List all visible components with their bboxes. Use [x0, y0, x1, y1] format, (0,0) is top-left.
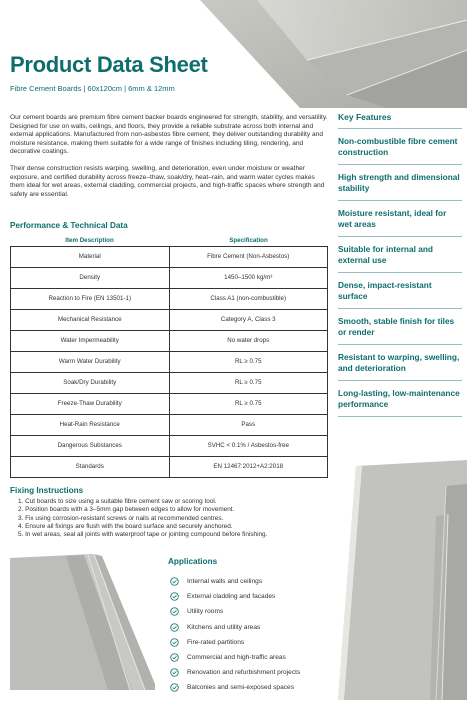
- table-header: [10, 234, 328, 246]
- table-row: [11, 394, 327, 415]
- cell-spec: RL ≥ 0.75: [234, 358, 262, 365]
- performance-table: [10, 234, 328, 478]
- key-feature-item: Resistant to warping, swelling, and deterioration: [338, 345, 462, 381]
- table-body: [10, 246, 328, 478]
- fixing-step: 5. In wet areas, seal all joints with waterproof tape or jointing compound before finishing.: [18, 531, 268, 539]
- key-feature-item: Dense, impact-resistant surface: [338, 273, 462, 309]
- cell-spec: EN 12467:2012+A2:2018: [213, 463, 284, 470]
- cell-spec: SVHC < 0.1% / Asbestos-free: [207, 442, 289, 449]
- cell-item: Heat-Rain Resistance: [11, 415, 170, 435]
- application-label: Kitchens and utility areas: [187, 623, 261, 631]
- key-features-title: Key Features: [338, 112, 462, 129]
- check-circle-icon: [170, 607, 179, 616]
- list-item: [170, 665, 335, 680]
- intro-text: [10, 114, 328, 207]
- key-feature-item: High strength and dimensional stability: [338, 165, 462, 201]
- application-label: External cladding and facades: [187, 593, 276, 601]
- cell-item: Density: [11, 268, 170, 288]
- cell-spec: Pass: [241, 421, 256, 428]
- intro-paragraph-2: Their dense construction resists warping, swelling, and deterioration, even under moisture or weather exposure, and certified durability across freeze–thaw, soak/dry, heat–rain, and warm water cycles makes them ideal for wet areas, external cladding, commercial projects, and high-traffic spaces where strength and safety are essential.: [10, 164, 325, 198]
- page-title: Product Data Sheet: [10, 52, 208, 77]
- cell-item: Dangerous Substances: [11, 436, 170, 456]
- cell-spec: RL ≥ 0.75: [234, 400, 262, 407]
- applications-title: Applications: [168, 557, 218, 566]
- key-feature-item: Suitable for internal and external use: [338, 237, 462, 273]
- application-label: Renovation and refurbishment projects: [187, 669, 301, 677]
- column-header-item: Item Description: [65, 236, 114, 244]
- application-label: Fire-rated partitions: [187, 638, 245, 646]
- key-features-panel: [338, 112, 462, 417]
- application-label: Utility rooms: [187, 608, 224, 616]
- table-row: [11, 352, 327, 373]
- fixing-step: 2. Position boards with a 3–5mm gap between edges to allow for movement.: [18, 506, 235, 514]
- intro-paragraph-1: Our cement boards are premium fibre cement backer boards engineered for strength, stability, and versatility. Designed for use on walls, ceilings, and floors, they provide a reliable substrate across both internal and external applications. Manufactured from non-asbestos fibre cement, they deliver outstanding durability and moisture resistance, making them suitable for a wide range of finishes including tiling, rendering, and decorative coatings.: [10, 114, 328, 156]
- list-item: [170, 604, 335, 619]
- cell-item: Freeze-Thaw Durability: [11, 394, 170, 414]
- page-subtitle: Fibre Cement Boards | 60x120cm | 6mm & 12mm: [10, 84, 175, 93]
- table-row: [11, 436, 327, 457]
- check-circle-icon: [170, 592, 179, 601]
- cell-spec: Category A, Class 3: [220, 316, 276, 323]
- table-row: [11, 373, 327, 394]
- table-row: [11, 457, 327, 477]
- fixing-step: 4. Ensure all fixings are flush with the board surface and securely anchored.: [18, 522, 233, 530]
- cell-spec: 1450–1500 kg/m³: [224, 274, 273, 281]
- key-feature-item: Non-combustible fibre cement construction: [338, 129, 462, 165]
- table-row: [11, 415, 327, 436]
- cell-spec: RL ≥ 0.75: [234, 379, 262, 386]
- check-circle-icon: [170, 683, 179, 692]
- cell-item: Mechanical Resistance: [11, 310, 170, 330]
- fixing-step: 1. Cut boards to size using a suitable fibre cement saw or scoring tool.: [18, 498, 217, 505]
- fixing-step: 3. Fix using corrosion-resistant screws or nails at recommended centres.: [18, 514, 224, 522]
- table-row: [11, 310, 327, 331]
- application-label: Internal walls and ceilings: [187, 578, 263, 586]
- board-stack-image-left: [10, 550, 155, 690]
- board-stack-image-right: [336, 456, 467, 700]
- list-item: [170, 589, 335, 604]
- cell-spec: No water drops: [227, 337, 270, 344]
- cell-spec: Class A1 (non-combustible): [210, 295, 287, 302]
- fixing-title: Fixing Instructions: [10, 486, 84, 495]
- table-row: [11, 268, 327, 289]
- table-row: [11, 331, 327, 352]
- fixing-steps: [18, 498, 338, 539]
- check-circle-icon: [170, 623, 179, 632]
- check-circle-icon: [170, 638, 179, 647]
- key-feature-item: Smooth, stable finish for tiles or render: [338, 309, 462, 345]
- column-header-spec: Specification: [229, 236, 268, 244]
- table-row: [11, 289, 327, 310]
- list-item: [170, 574, 335, 589]
- list-item: [170, 635, 335, 650]
- header: [0, 0, 467, 108]
- check-circle-icon: [170, 668, 179, 677]
- table-row: [11, 247, 327, 268]
- cell-item: Reaction to Fire (EN 13501-1): [11, 289, 170, 309]
- performance-title: Performance & Technical Data: [10, 221, 128, 230]
- key-feature-item: Moisture resistant, ideal for wet areas: [338, 201, 462, 237]
- cell-item: Soak/Dry Durability: [11, 373, 170, 393]
- application-label: Balconies and semi-exposed spaces: [187, 684, 295, 692]
- application-label: Commercial and high-traffic areas: [187, 654, 286, 662]
- cell-item: Material: [11, 247, 170, 267]
- cell-spec: Fibre Cement (Non-Asbestos): [207, 253, 290, 260]
- list-item: [170, 650, 335, 665]
- cell-item: Water Impermeability: [11, 331, 170, 351]
- key-feature-item: Long-lasting, low-maintenance performance: [338, 381, 462, 417]
- list-item: [170, 620, 335, 635]
- cell-item: Warm Water Durability: [11, 352, 170, 372]
- cell-item: Standards: [11, 457, 170, 477]
- check-circle-icon: [170, 653, 179, 662]
- list-item: [170, 680, 335, 695]
- check-circle-icon: [170, 577, 179, 586]
- applications-list: [170, 574, 335, 696]
